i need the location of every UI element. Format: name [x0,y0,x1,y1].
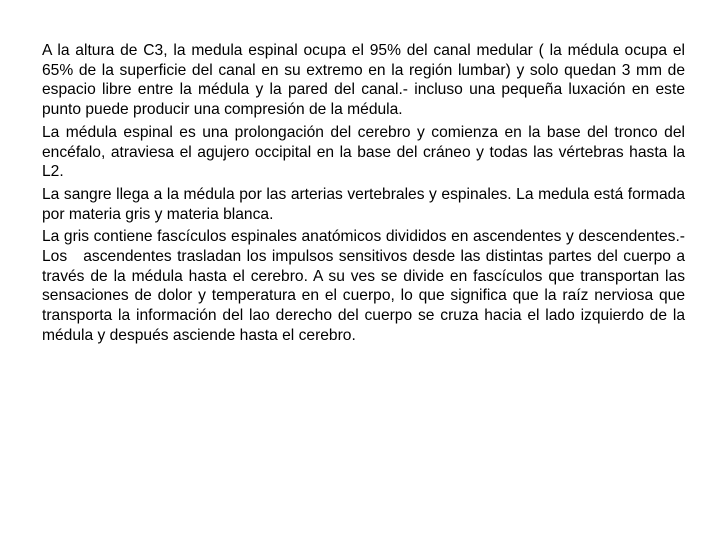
body-text [42,41,690,349]
paragraph-c3-canal: A la altura de C3, la medula espinal ocupa el 95% del canal medular ( la médula ocupa el 65% de la superficie del canal en su extremo en la región lumbar) y solo quedan 3 mm de espacio libre entre la médula y la pared del canal.- incluso una pequeña luxación en este punto puede producir una compresión de la médula. [42,42,685,119]
paragraph-fasciculos: La gris contiene fascículos espinales anatómicos divididos en ascendentes y descendentes.- Los ascendentes trasladan los impulsos sensitivos desde las distintas partes del cuerpo a través de la médula hasta el cerebro. A su ves se divide en fascículos que transportan las sensaciones de dolor y temperatura en el cuerpo, lo que significa que la raíz nerviosa que transporta la información del lao derecho del cuerpo se cruza hacia el lado izquierdo de la médula y después asciende hasta el cerebro. [42,228,690,344]
paragraph-medula-prolongacion: La médula espinal es una prolongación del cerebro y comienza en la base del tronco del encéfalo, atraviesa el agujero occipital en la base del cráneo y todas las vértebras hasta la L2. [42,123,685,181]
paragraph-irrigacion: La sangre llega a la médula por las arterias vertebrales y espinales. La medula está formada por materia gris y materia blanca. [42,185,685,223]
